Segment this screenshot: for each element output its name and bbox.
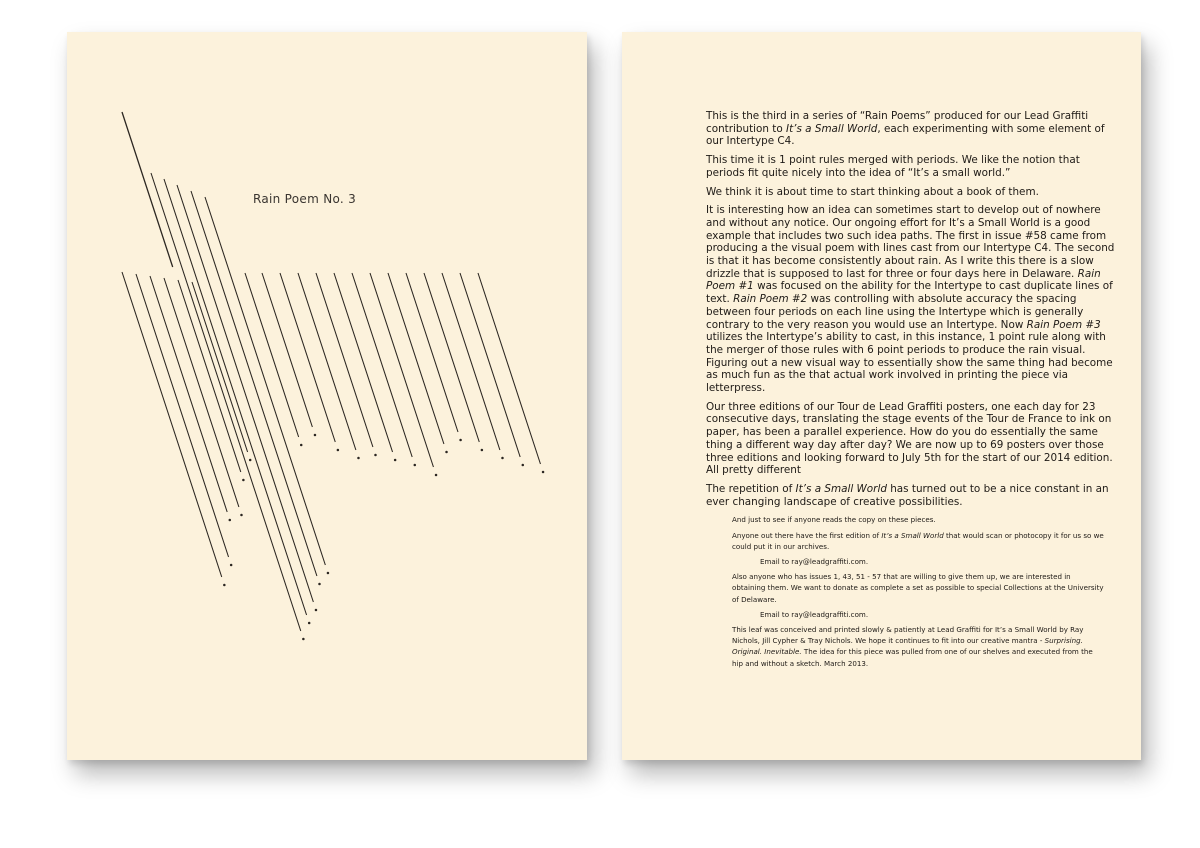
rain-line: [136, 274, 229, 557]
rain-period: [542, 471, 545, 474]
rain-line: [316, 273, 373, 447]
rain-period: [357, 457, 360, 460]
rain-line: [424, 273, 479, 442]
paragraph-repetition: The repetition of It’s a Small World has turned out to be a nice constant in an ever changing landscape of creative possibilities.: [706, 482, 1109, 508]
rain-line: [192, 282, 248, 452]
rain-line: [177, 185, 313, 602]
poem-title: Rain Poem No. 3: [253, 192, 357, 206]
body-text: [706, 110, 1116, 673]
paragraph-idea-paths: It is interesting how an idea can sometimes start to develop out of nowhere and without any notice. Our ongoing effort for It’s a Small World is a good example that includes two such idea paths. The first in issue #58 came from producing a the visual poem with lines cast from our Intertype C4. The second is that it has become consistently about rain. As I write this there is a slow drizzle that is supposed to last for three or four days here in Delaware. Rain Poem #1 was focused on the ability for the Intertype to cast duplicate lines of text. Rain Poem #2 was controlling with absolute accuracy the spacing between four periods on each line using the Intertype which is generally contrary to the very reason you would use an Intertype. Now Rain Poem #3 utilizes the Intertype’s ability to cast, in this instance, 1 point rule along with the merger of those rules with 6 point periods to produce the rain visual. Figuring out a new visual way to essentially show the same thing had become as much fun as the that actual work involved in printing the piece via letterpress.: [706, 204, 1115, 395]
rain-line: [442, 273, 500, 450]
small-print-block: [732, 514, 1104, 668]
rain-line: [334, 273, 393, 452]
rain-period: [223, 584, 226, 587]
rain-period: [300, 444, 303, 447]
paragraph-intro: This is the third in a series of “Rain Poems” produced for our Lead Graffiti contribution to It’s a Small World, each experimenting with some element of our Intertype C4.: [706, 110, 1105, 148]
rain-period: [308, 622, 311, 625]
rain-poem-illustration: [67, 32, 587, 760]
email-line: Email to ray@leadgraffiti.com.: [760, 557, 869, 566]
rain-period: [374, 454, 377, 457]
left-page: [67, 32, 587, 760]
rain-line: [298, 273, 356, 450]
rain-period: [522, 464, 525, 467]
rain-period: [249, 459, 252, 462]
rain-period: [327, 572, 330, 575]
rain-line: [370, 273, 433, 467]
paragraph-tour: Our three editions of our Tour de Lead Graffiti posters, one each day for 23 consecutive days, translating the stage events of the Tour de France to ink on paper, has been a parallel experience. How do you do essentially the same thing a different way day after day? We are now up to 69 posters over those three editions and looking forward to July 5th for the start of our 2014 edition. All pretty different: [706, 400, 1113, 477]
rain-line: [352, 273, 412, 457]
rain-line: [478, 273, 540, 464]
rain-period: [501, 457, 504, 460]
rain-line: [388, 273, 444, 444]
small-note-issues: Also anyone who has issues 1, 43, 51 - 57 that are willing to give them up, we are interested in obtaining them. We want to donate as complete a set as possible to special Collections at the University of Delaware.: [732, 572, 1104, 604]
rain-period: [230, 564, 233, 567]
rain-line: [280, 273, 335, 442]
rain-line: [205, 197, 325, 565]
rain-period: [315, 609, 318, 612]
rain-period: [445, 451, 448, 454]
email-line: Email to ray@leadgraffiti.com.: [760, 609, 869, 619]
paragraph-rules: This time it is 1 point rules merged with periods. We like the notion that periods fit quite nicely into the idea of “It’s a small world.”: [706, 154, 1080, 179]
rain-period: [435, 474, 438, 477]
rain-period: [337, 449, 340, 452]
rain-period: [394, 459, 397, 462]
rain-line: [178, 280, 241, 472]
rain-line: [151, 173, 301, 631]
right-page: [622, 32, 1141, 760]
rain-period: [242, 479, 245, 482]
small-note-copy: And just to see if anyone reads the copy on these pieces.: [732, 515, 936, 525]
small-note-first-edition: Anyone out there have the first edition of It’s a Small World that would scan or photocopy it for us so we could put it in our archives.: [732, 530, 1104, 551]
rain-period: [414, 464, 417, 467]
rain-line: [122, 272, 222, 577]
rain-line: [460, 273, 520, 457]
rain-period: [240, 514, 243, 517]
rain-period: [481, 449, 484, 452]
rain-period: [229, 519, 232, 522]
rain-period: [459, 439, 462, 442]
rain-line: [122, 112, 173, 267]
rain-period: [314, 434, 317, 437]
rain-period: [302, 638, 305, 641]
rain-line: [245, 273, 299, 437]
colophon: This leaf was conceived and printed slowly & patiently at Lead Graffiti for It’s a Small World by Ray Nichols, Jill Cypher & Tray Nichols. We hope it continues to fit into our creative mantra - Surprising. Original. Inevitable. The idea for this piece was pulled from one of our shelves and executed from the hip and without a sketch. March 2013.: [732, 625, 1093, 668]
paragraph-book: We think it is about time to start thinking about a book of them.: [706, 185, 1039, 198]
rain-period: [318, 583, 321, 586]
